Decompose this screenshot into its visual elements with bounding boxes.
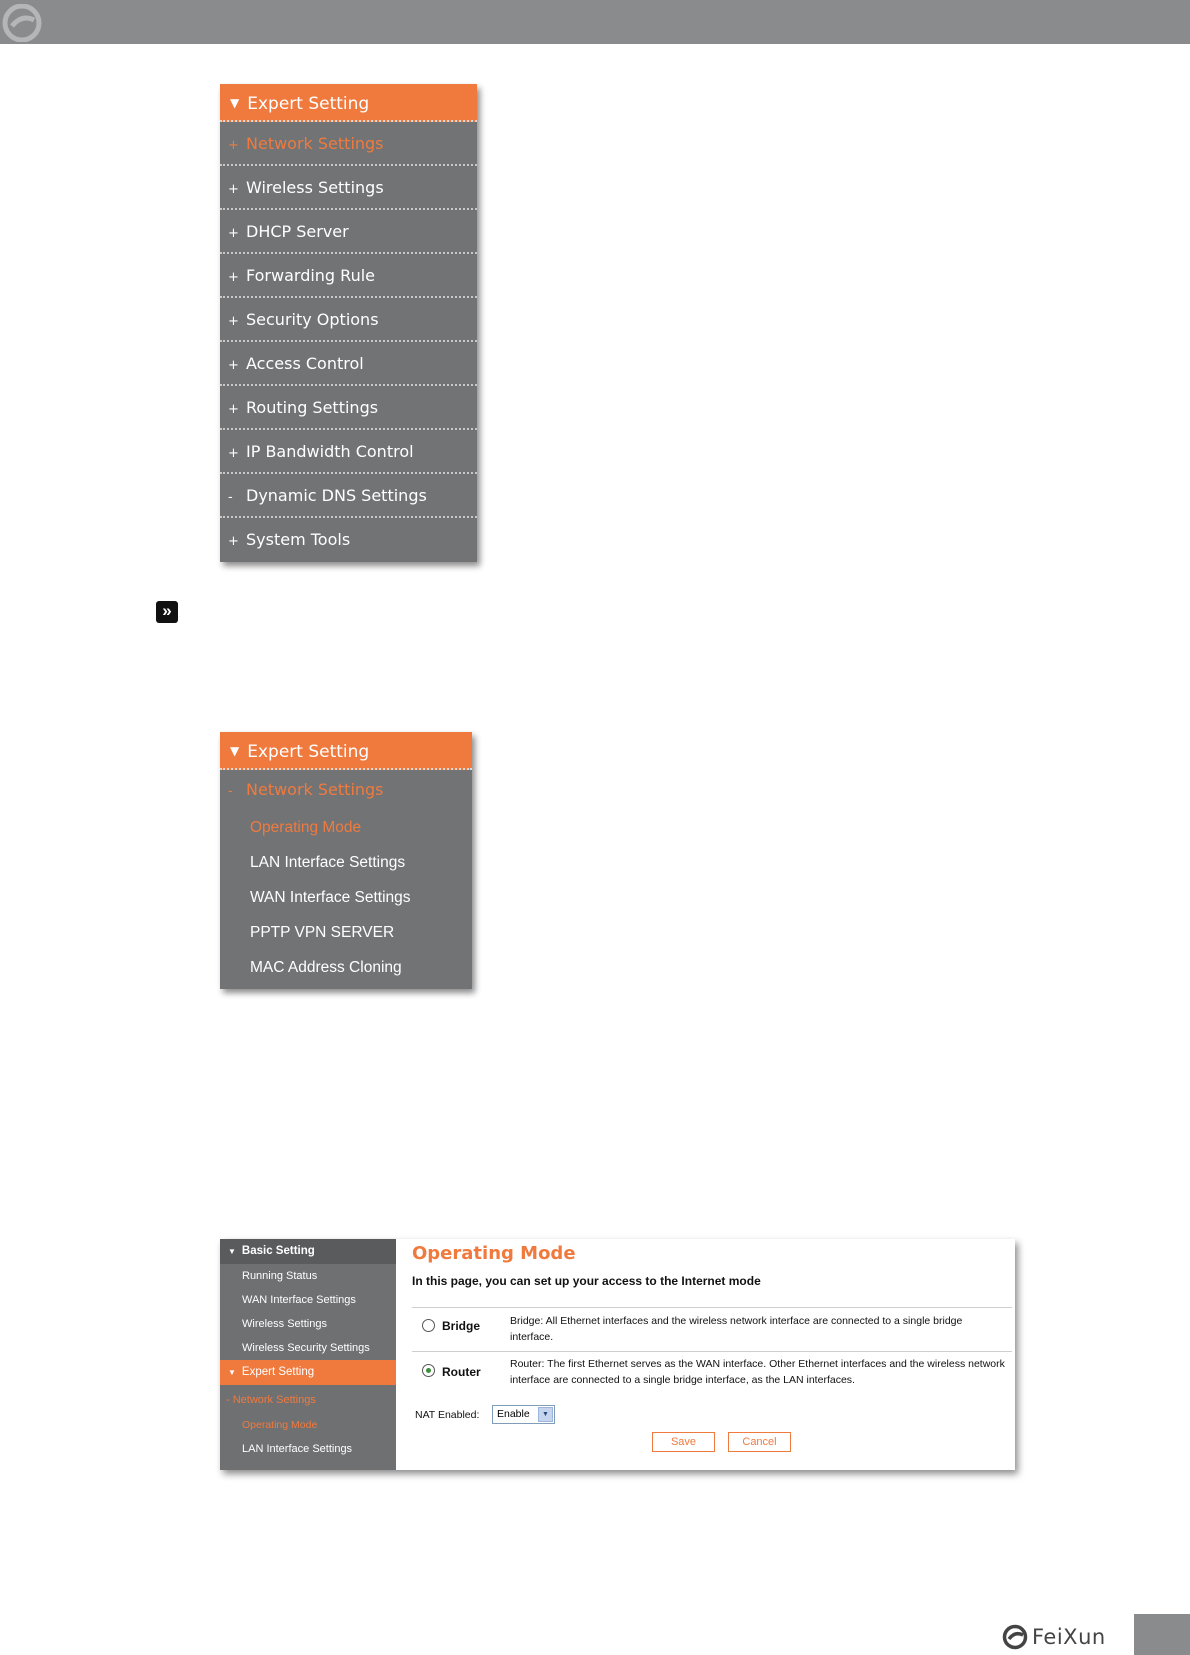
sidebar-basic-setting[interactable]: ▼ Basic Setting <box>220 1239 396 1264</box>
save-button[interactable]: Save <box>652 1432 715 1452</box>
router-description: Router: The first Ethernet serves as the WAN interface. Other Ethernet interfaces and the wireless network interface are connected to a single bridge interface, as the LAN interfaces. <box>510 1358 1005 1386</box>
expert-setting-menu-collapsed <box>220 84 477 562</box>
router-option-row <box>412 1353 1012 1395</box>
sidebar-item-network-settings[interactable]: - Network Settings <box>226 1394 316 1406</box>
router-radio[interactable] <box>422 1364 435 1377</box>
chevron-down-icon: ▼ <box>538 1407 553 1422</box>
bridge-radio[interactable] <box>422 1319 435 1332</box>
submenu-item-lan-interface-settings[interactable]: LAN Interface Settings <box>250 854 406 871</box>
menu-item-network-settings[interactable]: + Network Settings <box>220 122 477 166</box>
menu-header-expert-setting[interactable]: ▼ Expert Setting <box>220 84 477 122</box>
feixun-logo-icon <box>2 4 42 42</box>
page-title: Operating Mode <box>412 1243 576 1264</box>
sidebar-item-wan-interface-settings[interactable]: WAN Interface Settings <box>242 1294 356 1306</box>
triangle-down-icon: ▼ <box>228 1247 236 1256</box>
feixun-footer-logo <box>1002 1624 1112 1650</box>
menu-item-wireless-settings[interactable]: + Wireless Settings <box>220 166 477 210</box>
menu-item-security-options[interactable]: + Security Options <box>220 298 477 342</box>
sidebar-expert-setting[interactable]: ▼ Expert Setting <box>220 1360 396 1385</box>
sidebar-item-lan-interface-settings[interactable]: LAN Interface Settings <box>242 1443 353 1455</box>
page-number-tab <box>1134 1614 1190 1655</box>
menu-item-dynamic-dns-settings[interactable]: - Dynamic DNS Settings <box>220 474 477 518</box>
feixun-mark-icon <box>1002 1624 1028 1650</box>
nat-enabled-label: NAT Enabled: <box>415 1409 480 1421</box>
menu-item-ip-bandwidth-control[interactable]: + IP Bandwidth Control <box>220 430 477 474</box>
top-header-bar <box>0 0 1190 44</box>
sidebar-item-wireless-settings[interactable]: Wireless Settings <box>242 1318 327 1330</box>
bridge-label: Bridge <box>442 1319 481 1333</box>
menu-item-network-settings[interactable]: - Network Settings <box>228 780 384 799</box>
submenu-item-pptp-vpn-server[interactable]: PPTP VPN SERVER <box>250 924 395 941</box>
screenshot-main-panel <box>396 1239 1015 1470</box>
sidebar-item-operating-mode[interactable]: Operating Mode <box>242 1419 318 1431</box>
double-chevron-right-icon: » <box>156 601 178 623</box>
menu-item-routing-settings[interactable]: + Routing Settings <box>220 386 477 430</box>
submenu-item-wan-interface-settings[interactable]: WAN Interface Settings <box>250 889 411 906</box>
screenshot-sidebar <box>220 1239 396 1470</box>
triangle-down-icon: ▼ <box>228 1368 236 1377</box>
cancel-button[interactable]: Cancel <box>728 1432 791 1452</box>
triangle-down-icon: ▼ <box>230 96 240 110</box>
page-subtitle: In this page, you can set up your access to the Internet mode <box>412 1274 761 1288</box>
triangle-down-icon: ▼ <box>230 744 240 758</box>
sidebar-item-wireless-security-settings[interactable]: Wireless Security Settings <box>242 1342 370 1354</box>
brand-name: FeiXun <box>1032 1625 1106 1649</box>
nat-enabled-select[interactable]: Enable ▼ <box>492 1405 555 1424</box>
menu-item-access-control[interactable]: + Access Control <box>220 342 477 386</box>
divider <box>412 1307 1012 1308</box>
bridge-description: Bridge: All Ethernet interfaces and the wireless network interface are connected to a single bridge interface. <box>510 1315 963 1343</box>
divider <box>412 1351 1012 1352</box>
menu-item-system-tools[interactable]: + System Tools <box>228 530 351 549</box>
menu-item-dhcp-server[interactable]: + DHCP Server <box>220 210 477 254</box>
submenu-item-mac-address-cloning[interactable]: MAC Address Cloning <box>250 959 402 976</box>
menu-header-expert-setting[interactable]: ▼ Expert Setting <box>220 732 472 770</box>
router-label: Router <box>442 1365 481 1379</box>
operating-mode-screenshot <box>220 1239 1015 1470</box>
submenu-item-operating-mode[interactable]: Operating Mode <box>250 819 362 836</box>
bridge-option-row <box>412 1309 1012 1351</box>
menu-item-forwarding-rule[interactable]: + Forwarding Rule <box>220 254 477 298</box>
sidebar-item-running-status[interactable]: Running Status <box>242 1270 318 1282</box>
expert-setting-menu-expanded <box>220 732 472 989</box>
